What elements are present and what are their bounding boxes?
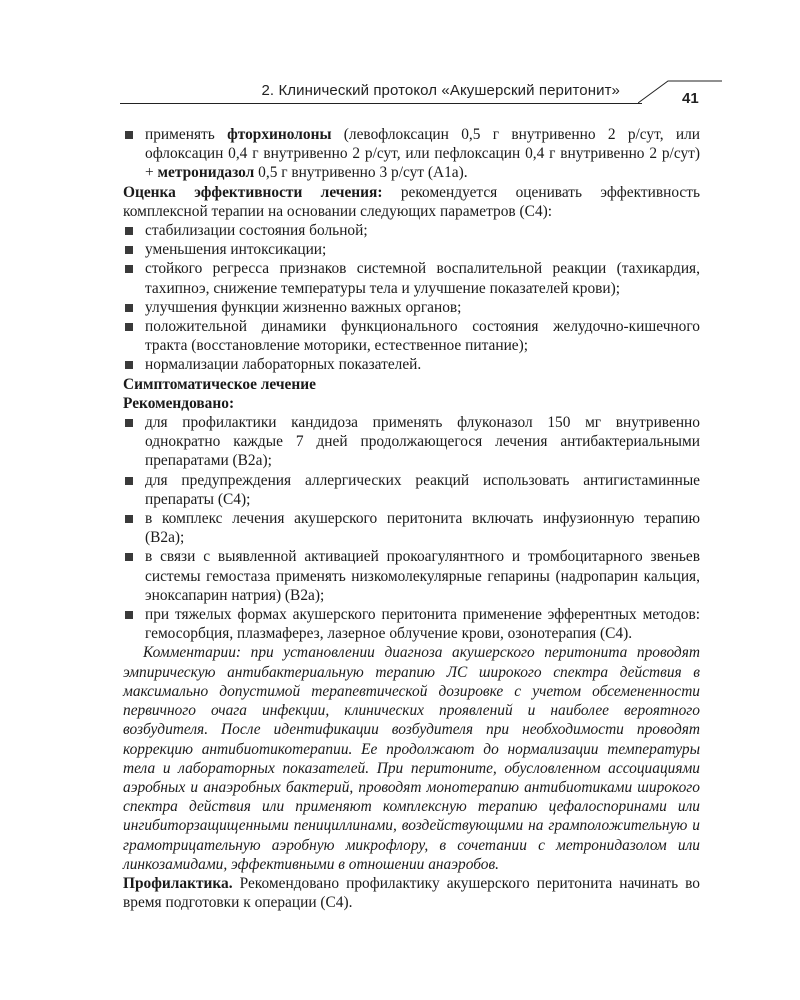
list-item: стабилизации состояния больной; [123,221,700,240]
page-body [123,125,700,912]
list-item: положительной динамики функционального состояния желудочно-кишечного тракта (восстановление моторики, естественное питание); [123,317,700,355]
header-tab-line [638,80,722,104]
header-rule [120,103,642,104]
prophylaxis-paragraph: Профилактика. Рекомендовано профилактику акушерского перитонита начинать во время подготовки к операции (С4). [123,874,700,912]
list-item: стойкого регресса признаков системной воспалительной реакции (тахикардия, тахипноэ, снижение температуры тела и улучшение показателей крови); [123,259,700,297]
prophylaxis-heading: Профилактика. [123,874,233,892]
list-item: для профилактики кандидоза применять флуконазол 150 мг внутривенно однократно каждые 7 дней продолжающегося лечения антибактериальными препаратами (B2a); [123,413,700,471]
list-item: при тяжелых формах акушерского перитонита применение эфферентных методов: гемосорбция, плазмаферез, лазерное облучение крови, озонотерапия (С4). [123,605,700,643]
recommended-label: Рекомендовано: [123,394,235,412]
evaluation-paragraph: Оценка эффективности лечения: рекомендуется оценивать эффективность комплексной терапии на основании следующих параметров (С4): [123,183,700,220]
list-item: в связи с выявленной активацией прокоагулянтного и тромбоцитарного звеньев системы гемостаза применять низкомолекулярные гепарины (надропарин кальция, эноксапарин натрия) (B2a); [123,547,700,605]
list-item-antibiotics: применять фторхинолоны (левофлоксацин 0,5 г внутривенно 2 р/сут, или офлоксацин 0,4 г внутривенно 2 р/сут, или пефлоксацин 0,4 г внутривенно 2 р/сут) + метронидазол 0,5 г внутривенно 3 р/сут (A1a). [123,125,700,183]
list-item: для предупреждения аллергических реакций использовать антигистаминные препараты (С4); [123,471,700,509]
chapter-title: 2. Клинический протокол «Акушерский перитонит» [261,82,620,99]
list-item: улучшения функции жизненно важных органов; [123,298,700,317]
list-item: уменьшения интоксикации; [123,240,700,259]
drug-fluoroquinolones: фторхинолоны [227,126,332,143]
comment-paragraph: Комментарии: при установлении диагноза акушерского перитонита проводят эмпирическую антибактериальную терапию ЛС широкого спектра действия в максимально допустимой терапевтической дозировке с учетом обсемененности первичного очага инфекции, клинических проявлений и наиболее вероятного возбудителя. После идентификации возбудителя при необходимости проводят коррекцию антибиотикотерапии. Ее продолжают до нормализации температуры тела и лабораторных показателей. При перитоните, обусловленном ассоциациями аэробных и анаэробных бактерий, проводят монотерапию антибиотиками широкого спектра действия или применяют комплексную терапию цефалоспоринами или ингибиторзащищенными пенициллинами, воздействующими на грамположительную и грамотрицательную аэробную микрофлору, в сочетании с метронидазолом или линкозамидами, эффективными в отношении анаэробов. [123,644,700,873]
section-heading-symptomatic: Симптоматическое лечение [123,375,316,393]
drug-metronidazole: метронидазол [157,164,255,182]
list-item: нормализации лабораторных показателей. [123,355,700,374]
list-item: в комплекс лечения акушерского перитонита включать инфузионную терапию (B2a); [123,509,700,547]
running-header [120,76,720,116]
evaluation-heading: Оценка эффективности лечения: [123,183,383,201]
page-number: 41 [682,90,699,107]
